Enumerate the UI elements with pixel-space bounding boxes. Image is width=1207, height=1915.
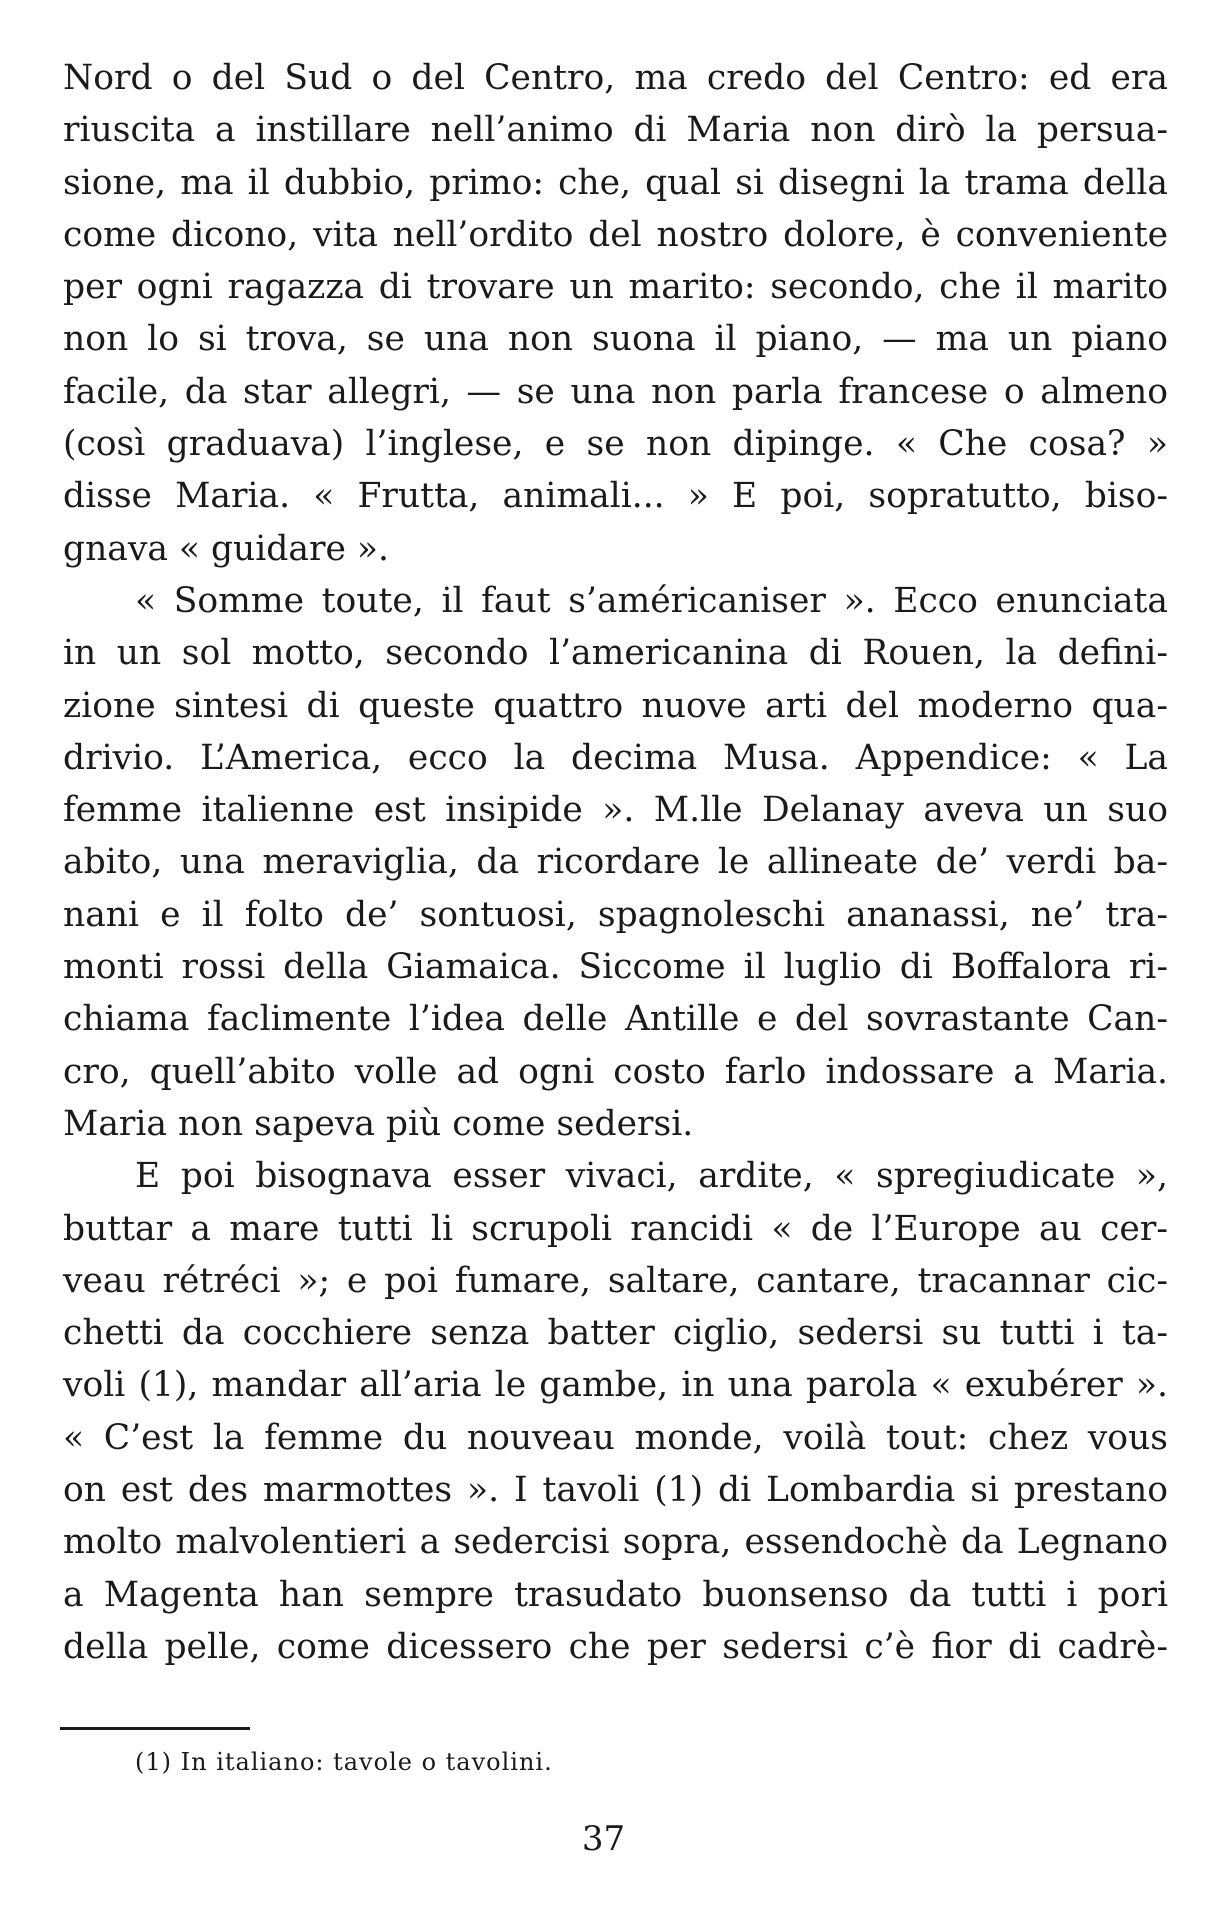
text-line: nani e il folto de’ sontuosi, spagnoleschi ananassi, ne’ tra- <box>63 894 1168 935</box>
paragraph-2 <box>63 575 1168 1150</box>
text-line: gnava « guidare ». <box>63 528 389 569</box>
text-line: della pelle, come dicessero che per sedersi c’è fior di cadrè- <box>63 1626 1168 1667</box>
text-line: in un sol motto, secondo l’americanina di Rouen, la defini- <box>63 633 1168 674</box>
text-line: buttar a mare tutti li scrupoli rancidi « de l’Europe au cer- <box>63 1208 1168 1249</box>
text-line: veau rétréci »; e poi fumare, saltare, cantare, tracannar cic- <box>63 1260 1168 1301</box>
paragraph-1 <box>63 52 1168 575</box>
text-line: chiama faclimente l’idea delle Antille e del sovrastante Can- <box>63 999 1168 1040</box>
paragraph-3 <box>63 1150 1168 1673</box>
text-line: Maria non sapeva più come sedersi. <box>63 1103 694 1144</box>
text-line: non lo si trova, se una non suona il piano, — ma un piano <box>63 319 1168 360</box>
text-line: riuscita a instillare nell’animo di Maria non dirò la persua- <box>63 110 1168 151</box>
footnote-divider <box>60 1727 250 1730</box>
text-line: (così graduava) l’inglese, e se non dipinge. « Che cosa? » <box>63 424 1168 465</box>
text-line: molto malvolentieri a sedercisi sopra, essendochè da Legnano <box>63 1522 1168 1563</box>
text-line: voli (1), mandar all’aria le gambe, in una parola « exubérer ». <box>63 1365 1168 1406</box>
text-line: sione, ma il dubbio, primo: che, qual si disegni la trama della <box>63 162 1168 203</box>
text-line: femme italienne est insipide ». M.lle Delanay aveva un suo <box>63 790 1168 831</box>
page-number: 37 <box>581 1819 626 1859</box>
text-line: monti rossi della Giamaica. Siccome il luglio di Boffalora ri- <box>63 947 1168 988</box>
text-line: come dicono, vita nell’ordito del nostro dolore, è conveniente <box>63 214 1168 255</box>
text-line: E poi bisognava esser vivaci, ardite, « spregiudicate », <box>135 1156 1168 1197</box>
text-line: Nord o del Sud o del Centro, ma credo del Centro: ed era <box>63 58 1168 98</box>
text-line: chetti da cocchiere senza batter ciglio, sedersi su tutti i ta- <box>63 1313 1168 1354</box>
text-line: drivio. L’America, ecco la decima Musa. Appendice: « La <box>63 737 1168 778</box>
text-line: a Magenta han sempre trasudato buonsenso da tutti i pori <box>63 1574 1168 1615</box>
text-line: facile, da star allegri, — se una non parla francese o almeno <box>63 371 1168 412</box>
text-line: cro, quell’abito volle ad ogni costo farlo indossare a Maria. <box>63 1051 1168 1092</box>
text-line: « C’est la femme du nouveau monde, voilà tout: chez vous <box>63 1417 1168 1458</box>
text-line: zione sintesi di queste quattro nuove arti del moderno qua- <box>63 685 1168 726</box>
text-line: abito, una meraviglia, da ricordare le allineate de’ verdi ba- <box>63 842 1168 883</box>
footnote: (1) In italiano: tavole o tavolini. <box>135 1748 553 1776</box>
text-line: on est des marmottes ». I tavoli (1) di Lombardia si prestano <box>63 1470 1168 1511</box>
text-line: « Somme toute, il faut s’américaniser ». Ecco enunciata <box>135 580 1168 621</box>
text-line: disse Maria. « Frutta, animali... » E poi, sopratutto, biso- <box>63 476 1168 517</box>
text-line: per ogni ragazza di trovare un marito: secondo, che il marito <box>63 267 1168 308</box>
body-text <box>63 52 1168 1673</box>
